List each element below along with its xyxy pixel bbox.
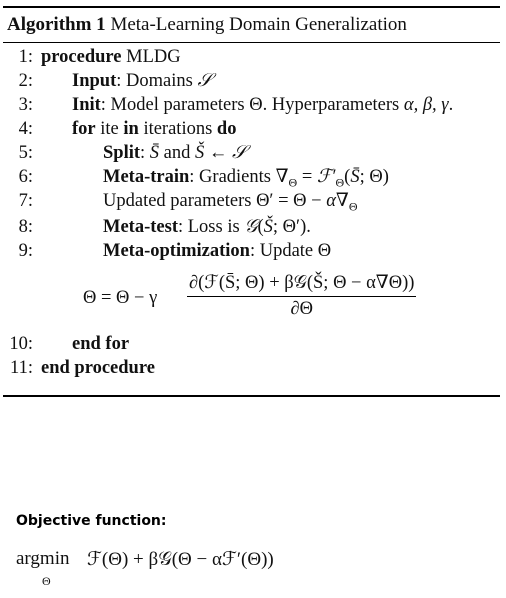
objective-expression: ℱ(Θ) + β𝒢(Θ − αℱ′(Θ))	[87, 549, 274, 570]
algorithm-box	[3, 6, 500, 397]
line-fragment: iterations	[138, 119, 217, 139]
algorithm-line	[3, 118, 500, 140]
keyword: end for	[72, 334, 130, 354]
algorithm-title	[7, 14, 407, 36]
line-fragment: :	[140, 143, 150, 163]
algorithm-line	[3, 94, 500, 116]
line-fragment: =	[297, 167, 317, 187]
line-number: 9:	[18, 241, 33, 261]
line-number: 2:	[18, 71, 33, 91]
line-fragment: ∇	[335, 191, 349, 211]
keyword: procedure	[41, 47, 122, 67]
keyword: Init	[72, 95, 101, 115]
line-number: 8:	[18, 217, 33, 237]
line-fragment: and	[159, 143, 196, 163]
algorithm-line	[3, 70, 500, 92]
line-fragment: Θ	[335, 175, 345, 190]
line-number: 7:	[18, 191, 33, 211]
algorithm-line	[3, 166, 500, 188]
line-fragment: ite	[95, 119, 124, 139]
line-text	[72, 118, 236, 140]
line-fragment: : Domains	[116, 71, 198, 91]
algorithm-title-label: Algorithm 1	[7, 14, 106, 35]
algorithm-line	[3, 190, 500, 212]
algorithm-line	[3, 142, 500, 164]
line-text	[41, 46, 181, 68]
line-text	[72, 70, 212, 92]
line-fragment: (	[344, 167, 351, 187]
argmin-operator: argmin	[16, 548, 70, 569]
line-text	[103, 190, 358, 218]
title-rule	[3, 42, 500, 43]
equation-denominator: ∂Θ	[290, 299, 313, 319]
math-symbol: S̄	[350, 167, 360, 187]
line-number: 1:	[18, 47, 33, 67]
math-symbol: α, β, γ	[403, 95, 449, 115]
fraction-bar	[187, 296, 416, 297]
line-number: 11:	[10, 358, 33, 378]
objective-label: Objective function:	[16, 513, 167, 529]
keyword: in	[123, 119, 139, 139]
algorithm-line	[3, 357, 500, 379]
argmin-subscript: Θ	[42, 574, 51, 588]
line-number: 5:	[18, 143, 33, 163]
update-equation	[3, 266, 500, 330]
math-symbol: Š ← 𝒮	[195, 143, 247, 163]
keyword: Meta-train	[103, 167, 190, 187]
keyword: do	[216, 119, 237, 139]
algorithm-line	[3, 216, 500, 238]
algorithm-line	[3, 240, 500, 262]
algorithm-line	[3, 333, 500, 355]
line-fragment: (	[257, 217, 264, 237]
line-text	[72, 333, 129, 355]
math-symbol: ℱ′	[316, 167, 336, 187]
math-symbol: Š	[263, 217, 273, 237]
keyword: Input	[72, 71, 117, 91]
keyword: end procedure	[41, 358, 155, 378]
line-fragment: ; Θ)	[359, 167, 389, 187]
line-fragment: ; Θ′).	[272, 217, 311, 237]
math-symbol: 𝒮	[197, 71, 212, 91]
keyword: Split	[103, 143, 141, 163]
equation-numerator: ∂(ℱ(S̄; Θ) + β𝒢(Š; Θ − α∇Θ))	[189, 273, 415, 293]
line-number: 6:	[18, 167, 33, 187]
keyword: Meta-optimization	[103, 241, 250, 261]
math-symbol: α	[326, 191, 336, 211]
line-number: 10:	[9, 334, 33, 354]
line-fragment: MLDG	[121, 47, 181, 67]
line-number: 4:	[18, 119, 33, 139]
equation-lhs: Θ = Θ − γ	[83, 288, 158, 308]
keyword: Meta-test	[103, 217, 178, 237]
line-fragment: : Gradients ∇	[189, 167, 289, 187]
math-symbol: S̄	[149, 143, 160, 163]
line-text	[103, 216, 311, 238]
line-fragment: : Model parameters Θ. Hyperparameters	[100, 95, 404, 115]
line-fragment: Θ	[348, 199, 358, 214]
line-text	[72, 94, 453, 116]
line-fragment: : Update Θ	[249, 241, 332, 261]
algorithm-line	[3, 46, 500, 68]
line-fragment: Updated parameters Θ′ = Θ −	[103, 191, 327, 211]
math-symbol: 𝒢	[244, 217, 258, 237]
line-text	[103, 240, 331, 262]
line-fragment: .	[448, 95, 454, 115]
keyword: for	[72, 119, 96, 139]
equation-fraction	[187, 272, 416, 320]
line-number: 3:	[18, 95, 33, 115]
line-text	[103, 142, 246, 164]
line-fragment: : Loss is	[177, 217, 245, 237]
line-fragment: Θ	[288, 175, 298, 190]
algorithm-title-text: Meta-Learning Domain Generalization	[110, 14, 407, 35]
line-text	[41, 357, 155, 379]
